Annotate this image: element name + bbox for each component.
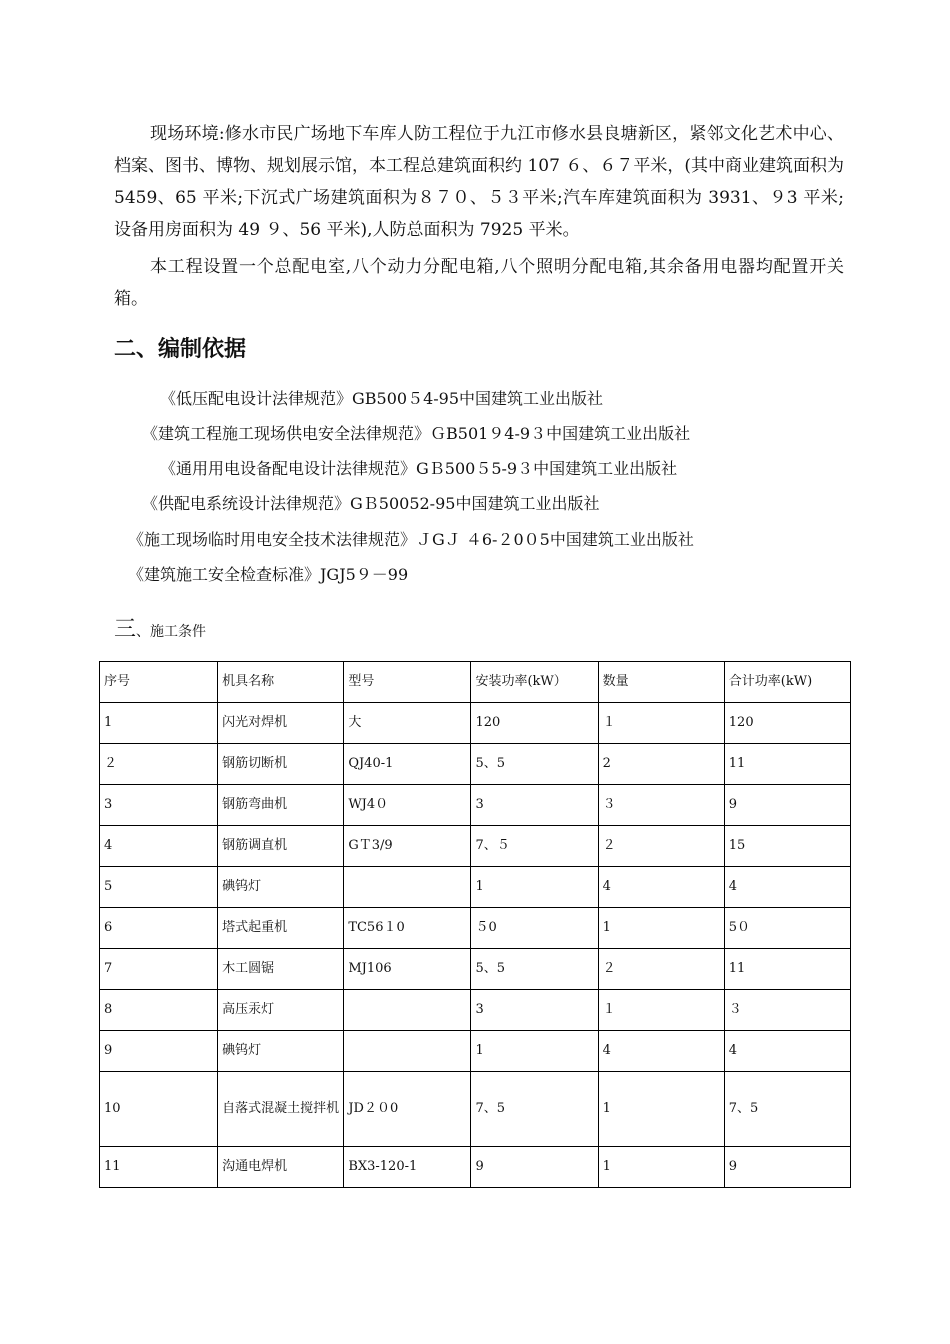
reference-item: 《通用用电设备配电设计法律规范》GＢ500５5-9３中国建筑工业出版社 [160, 459, 678, 478]
cell-index: 4 [100, 826, 218, 867]
header-quantity: 数量 [598, 662, 724, 703]
cell-quantity: １ [598, 990, 724, 1031]
cell-quantity: １ [598, 703, 724, 744]
section-heading-basis: 二、编制依据 [114, 337, 247, 362]
cell-installed-power: ５0 [471, 908, 598, 949]
table-row [100, 1031, 851, 1072]
cell-quantity: 1 [598, 1072, 724, 1147]
cell-machine-name: 钢筋弯曲机 [218, 785, 344, 826]
cell-model [344, 1031, 471, 1072]
cell-installed-power: 7、５ [471, 826, 598, 867]
site-environment-paragraph: 现场环境:修水市民广场地下车库人防工程位于九江市修水县良塘新区，紧邻文化艺术中心、档案、图书、博物、规划展示馆，本工程总建筑面积约 107 ６、６７平米，(其中商业建筑面积为 5459、65 平米;下沉式广场建筑面积为８７０、５３平米;汽车库建筑面积为 3931、９3 平米;设备用房面积为 49 ９、56 平米),人防总面积为 7925 平米。 [114, 124, 844, 240]
cell-quantity: 4 [598, 1031, 724, 1072]
equipment-table [99, 661, 851, 1188]
cell-machine-name: 钢筋切断机 [218, 744, 344, 785]
cell-model [344, 867, 471, 908]
cell-quantity: 1 [598, 908, 724, 949]
section-heading-conditions [114, 612, 206, 643]
cell-model: JD２０0 [344, 1072, 471, 1147]
header-index: 序号 [100, 662, 218, 703]
cell-index: 9 [100, 1031, 218, 1072]
table-row [100, 908, 851, 949]
cell-machine-name: 高压汞灯 [218, 990, 344, 1031]
cell-installed-power: 3 [471, 785, 598, 826]
reference-item: 《供配电系统设计法律规范》GＢ50052-95中国建筑工业出版社 [142, 494, 600, 513]
reference-item: 《建筑工程施工现场供电安全法律规范》ＧB501９4-9３中国建筑工业出版社 [142, 424, 691, 443]
table-row [100, 826, 851, 867]
cell-index: 10 [100, 1072, 218, 1147]
cell-installed-power: 1 [471, 867, 598, 908]
section-title: 、施工条件 [136, 624, 207, 640]
cell-installed-power: 7、5 [471, 1072, 598, 1147]
header-machine-name: 机具名称 [218, 662, 344, 703]
table-row [100, 785, 851, 826]
cell-model: QJ40-1 [344, 744, 471, 785]
cell-index: 1 [100, 703, 218, 744]
cell-total-power: 9 [724, 785, 850, 826]
cell-machine-name: 木工圆锯 [218, 949, 344, 990]
cell-index: 8 [100, 990, 218, 1031]
cell-total-power: 7、5 [724, 1072, 850, 1147]
cell-model: BX3-120-1 [344, 1147, 471, 1188]
table-row [100, 949, 851, 990]
cell-index: 7 [100, 949, 218, 990]
cell-index: 5 [100, 867, 218, 908]
table-row [100, 703, 851, 744]
cell-machine-name: 碘钨灯 [218, 867, 344, 908]
table-row [100, 1147, 851, 1188]
header-model: 型号 [344, 662, 471, 703]
cell-total-power: 120 [724, 703, 850, 744]
cell-model: TC56１0 [344, 908, 471, 949]
cell-model: 大 [344, 703, 471, 744]
cell-model: GＴ3/9 [344, 826, 471, 867]
cell-installed-power: 3 [471, 990, 598, 1031]
cell-installed-power: 5、5 [471, 949, 598, 990]
power-distribution-paragraph: 本工程设置一个总配电室,八个动力分配电箱,八个照明分配电箱,其余备用电器均配置开关箱。 [114, 257, 844, 309]
cell-total-power: 4 [724, 1031, 850, 1072]
cell-index: ２ [100, 744, 218, 785]
cell-total-power: 9 [724, 1147, 850, 1188]
cell-quantity: 1 [598, 1147, 724, 1188]
table-row [100, 990, 851, 1031]
cell-machine-name: 自落式混凝土搅拌机 [218, 1072, 344, 1147]
table-row [100, 867, 851, 908]
cell-machine-name: 闪光对焊机 [218, 703, 344, 744]
cell-machine-name: 塔式起重机 [218, 908, 344, 949]
cell-quantity: 4 [598, 867, 724, 908]
cell-index: 11 [100, 1147, 218, 1188]
cell-index: 6 [100, 908, 218, 949]
reference-item: 《施工现场临时用电安全技术法律规范》ＪGＪ ４6-２0０5中国建筑工业出版社 [128, 530, 694, 549]
cell-model: MJ106 [344, 949, 471, 990]
cell-quantity: ２ [598, 826, 724, 867]
cell-installed-power: 9 [471, 1147, 598, 1188]
cell-model: WJ4０ [344, 785, 471, 826]
cell-quantity: ３ [598, 785, 724, 826]
cell-quantity: 2 [598, 744, 724, 785]
table-row [100, 744, 851, 785]
cell-quantity: ２ [598, 949, 724, 990]
reference-item: 《低压配电设计法律规范》GB500５4-95中国建筑工业出版社 [160, 389, 604, 408]
table-row [100, 1072, 851, 1147]
cell-total-power: 15 [724, 826, 850, 867]
reference-item: 《建筑施工安全检查标准》JGJ5９－99 [128, 565, 409, 584]
cell-model [344, 990, 471, 1031]
cell-total-power: 5０ [724, 908, 850, 949]
table-header-row [100, 662, 851, 703]
cell-installed-power: 120 [471, 703, 598, 744]
cell-machine-name: 沟通电焊机 [218, 1147, 344, 1188]
cell-machine-name: 碘钨灯 [218, 1031, 344, 1072]
cell-total-power: ３ [724, 990, 850, 1031]
cell-total-power: 11 [724, 744, 850, 785]
cell-total-power: 4 [724, 867, 850, 908]
cell-machine-name: 钢筋调直机 [218, 826, 344, 867]
header-total-power: 合计功率(kW) [724, 662, 850, 703]
cell-installed-power: 1 [471, 1031, 598, 1072]
cell-index: 3 [100, 785, 218, 826]
header-installed-power: 安装功率(kW） [471, 662, 598, 703]
section-number: 三 [114, 617, 137, 642]
cell-installed-power: 5、5 [471, 744, 598, 785]
cell-total-power: 11 [724, 949, 850, 990]
